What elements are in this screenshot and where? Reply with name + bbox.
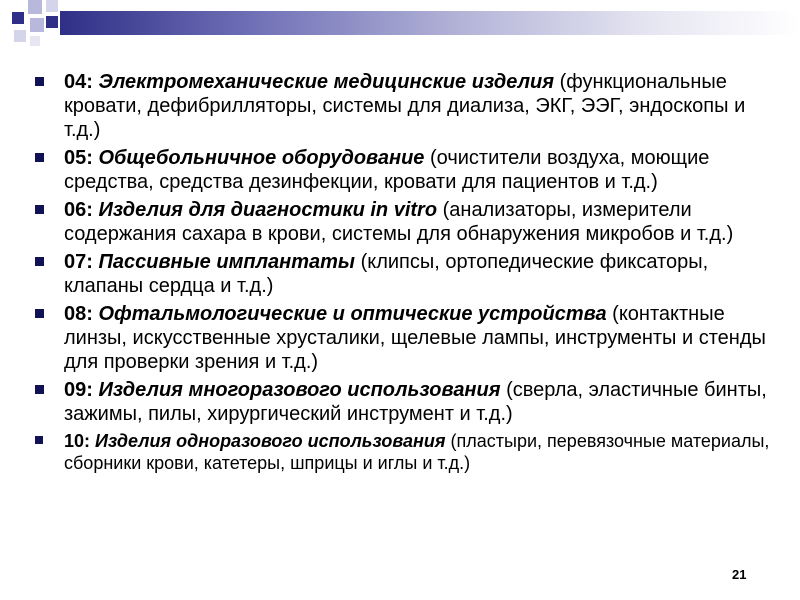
- category-code: 07:: [64, 251, 93, 273]
- category-code: 10:: [64, 431, 91, 451]
- category-code: 05:: [64, 147, 93, 169]
- category-title: Изделия многоразового использования: [98, 379, 501, 401]
- category-code: 04:: [64, 71, 93, 93]
- category-description: (контактные линзы, искусственные хрусталики, щелевые лампы, инструменты и стенды для проверки зрения и т.д.): [64, 303, 766, 373]
- category-title: Офтальмологические и оптические устройства: [98, 303, 607, 325]
- device-category-list: [34, 70, 774, 478]
- deco-square: [28, 0, 42, 14]
- category-description: (функциональные кровати, дефибрилляторы, системы для диализа, ЭКГ, ЭЭГ, эндоскопы и т.д.): [64, 71, 746, 141]
- category-description: (клипсы, ортопедические фиксаторы, клапаны сердца и т.д.): [64, 251, 709, 297]
- square-bullet-icon: [35, 309, 44, 318]
- list-item: [34, 302, 774, 374]
- category-description: (пластыри, перевязочные материалы, сборники крови, катетеры, шприцы и иглы и т.д.): [64, 431, 770, 473]
- list-item: [34, 146, 774, 194]
- category-title: Общебольничное оборудование: [98, 147, 425, 169]
- category-code: 09:: [64, 379, 93, 401]
- square-bullet-icon: [35, 385, 44, 394]
- category-code: 08:: [64, 303, 93, 325]
- category-code: 06:: [64, 199, 93, 221]
- category-title: Изделия одноразового использования: [95, 431, 446, 451]
- deco-square: [14, 30, 26, 42]
- deco-square: [30, 18, 44, 32]
- page-number: 21: [732, 567, 747, 582]
- deco-square: [12, 12, 24, 24]
- category-title: Изделия для диагностики in vitro: [98, 199, 438, 221]
- square-bullet-icon: [35, 205, 44, 214]
- list-item: [34, 378, 774, 426]
- category-description: (очистители воздуха, моющие средства, средства дезинфекции, кровати для пациентов и т.д.): [64, 147, 710, 193]
- square-bullet-icon: [35, 436, 43, 444]
- category-description: (сверла, эластичные бинты, зажимы, пилы, хирургический инструмент и т.д.): [64, 379, 767, 425]
- category-description: (анализаторы, измерители содержания сахара в крови, системы для обнаружения микробов и т.д.): [64, 199, 734, 245]
- list-item: [34, 198, 774, 246]
- list-item: [34, 70, 774, 142]
- category-title: Пассивные имплантаты: [98, 251, 356, 273]
- square-bullet-icon: [35, 77, 44, 86]
- category-title: Электромеханические медицинские изделия: [98, 71, 555, 93]
- list-item: [34, 250, 774, 298]
- list-item: [34, 430, 774, 474]
- deco-square: [30, 36, 40, 46]
- header-gradient-bar: [60, 11, 800, 35]
- square-bullet-icon: [35, 153, 44, 162]
- deco-square: [46, 0, 58, 12]
- deco-square: [46, 16, 58, 28]
- square-bullet-icon: [35, 257, 44, 266]
